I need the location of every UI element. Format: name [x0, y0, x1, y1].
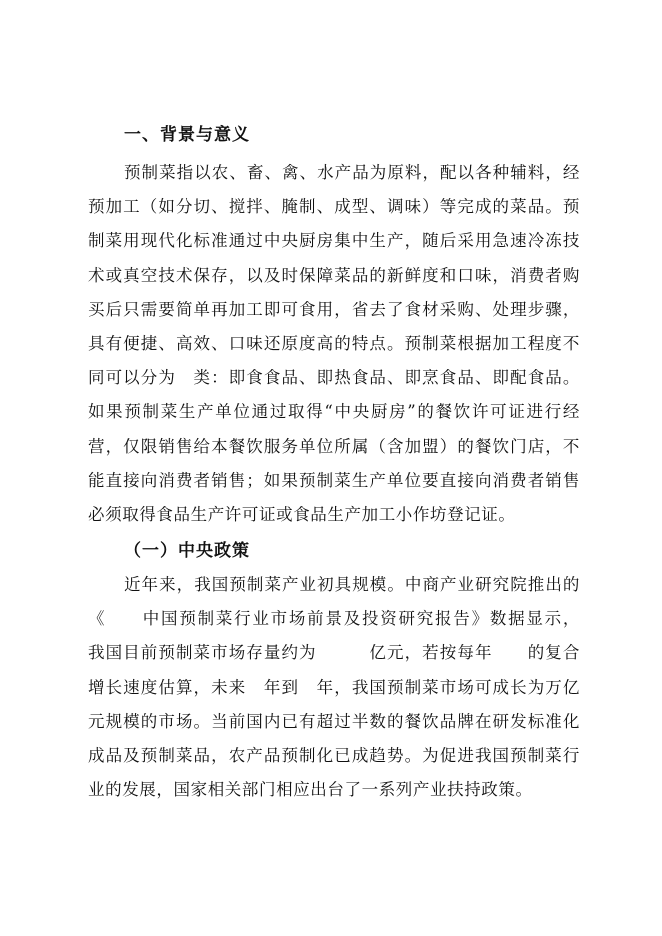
text-line: 具有便捷、高效、口味还原度高的特点。预制菜根据加工程度不 [88, 333, 580, 353]
text-line: 同可以分为 类：即食食品、即热食品、即烹食品、即配食品。 [88, 368, 580, 388]
text-line: 必须取得食品生产许可证或食品生产加工小作坊登记证。 [88, 504, 516, 524]
text-line: 预加工（如分切、搅拌、腌制、成型、调味）等完成的菜品。预 [88, 197, 580, 217]
text-line: 我国目前预制菜市场存量约为 亿元，若按每年 的复合 [88, 643, 580, 663]
text-line: 近年来，我国预制菜产业初具规模。中商产业研究院推出的 [124, 575, 580, 595]
paragraph-background [88, 156, 580, 532]
text-line: 能直接向消费者销售；如果预制菜生产单位要直接向消费者销售 [88, 470, 580, 490]
paragraph-central-policy [88, 568, 580, 807]
text-line: 《 中国预制菜行业市场前景及投资研究报告》数据显示， [88, 609, 580, 629]
section-heading-central-policy: （一）中央政策 [124, 541, 250, 562]
text-line: 如果预制菜生产单位通过取得“中央厨房”的餐饮许可证进行经 [88, 402, 580, 422]
text-line: 成品及预制菜品，农产品预制化已成趋势。为促进我国预制菜行 [88, 746, 580, 765]
text-line: 业的发展，国家相关部门相应出台了一系列产业扶持政策。 [88, 780, 533, 800]
text-line: 制菜用现代化标准通过中央厨房集中生产，随后采用急速冷冻技 [88, 231, 580, 251]
section-heading-background: 一、背景与意义 [124, 125, 250, 145]
document-body [88, 118, 580, 807]
text-line: 增长速度估算，未来 年到 年，我国预制菜市场可成长为万亿 [88, 677, 580, 697]
text-line: 买后只需要简单再加工即可食用，省去了食材采购、处理步骤， [88, 299, 580, 319]
text-line: 预制菜指以农、畜、禽、水产品为原料，配以各种辅料，经 [124, 163, 580, 182]
text-line: 术或真空技术保存，以及时保障菜品的新鲜度和口味，消费者购 [88, 265, 580, 285]
text-line: 元规模的市场。当前国内已有超过半数的餐饮品牌在研发标准化 [88, 711, 580, 731]
text-line: 营，仅限销售给本餐饮服务单位所属（含加盟）的餐饮门店，不 [88, 436, 580, 456]
